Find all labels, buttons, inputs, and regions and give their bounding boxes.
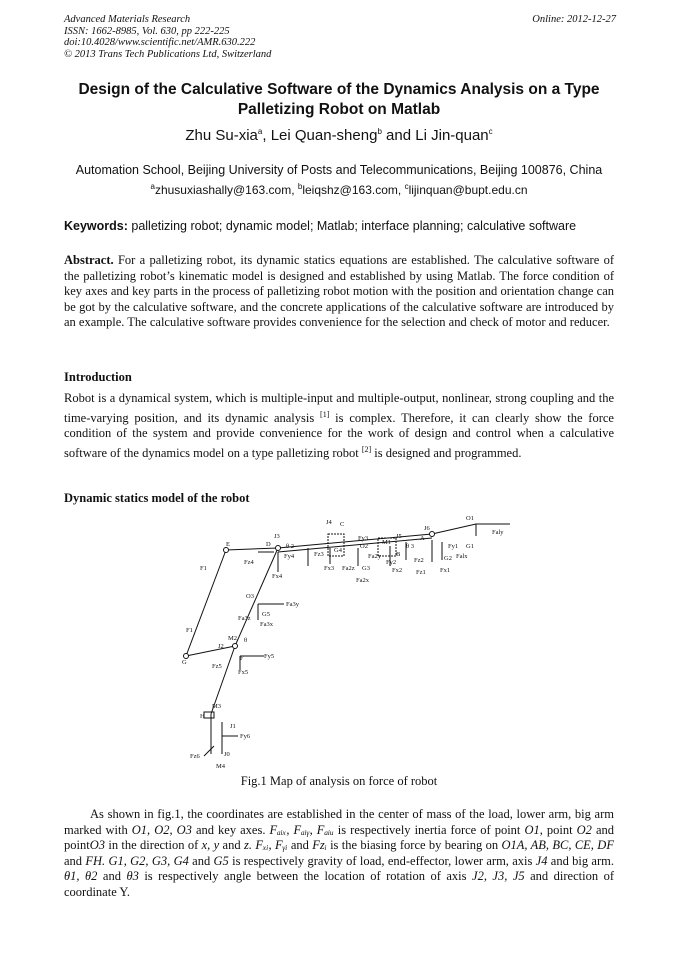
- journal-name: Advanced Materials Research: [64, 14, 191, 25]
- label-Fa3z: Fa3z: [238, 615, 251, 622]
- intro-text-1: Robot is a dynamical system, which is multiple-input and multiple-output, nonlinear, strong coupling and the time-varying position, and its dynamic analysis: [64, 391, 614, 425]
- label-Fy4: Fy4: [284, 553, 295, 560]
- label-Fz2: Fz2: [414, 557, 424, 564]
- body-v-FH: FH. G1, G2, G3, G4: [85, 853, 189, 868]
- label-Faly: Faly: [492, 529, 504, 536]
- body-v-seg1: O1A, AB, BC, CE, DF: [501, 838, 614, 853]
- body-s12: is respectively gravity of load, end-effector, lower arm, axis: [228, 853, 536, 868]
- label-Fx4: Fx4: [272, 573, 283, 580]
- body-v-xyz: x, y: [201, 838, 220, 853]
- body-s5: and point: [64, 822, 614, 853]
- body-v-O3: O3: [89, 838, 105, 853]
- body-s4: , point: [539, 822, 577, 837]
- label-Fy2: Fy2: [386, 559, 397, 566]
- body-s10: and: [64, 853, 86, 868]
- body-s1: As shown in fig.1, the coordinates are established in the center of mass of the load, lower arm, big arm marked with: [64, 807, 614, 837]
- label-F1-top: F1: [200, 565, 207, 572]
- intro-paragraph: [64, 391, 614, 462]
- label-H: H: [200, 713, 205, 720]
- label-D: D: [266, 541, 271, 548]
- figure-labels: [182, 515, 504, 770]
- email-2: leiqshz@163.com,: [302, 183, 405, 197]
- body-v-theta: θ1, θ2: [64, 869, 98, 884]
- online-date: Online: 2012-12-27: [532, 14, 616, 25]
- label-Fa3x: Fa3x: [260, 621, 273, 628]
- email-3-sup: c: [404, 182, 409, 191]
- label-theta3: θ 3: [406, 543, 414, 550]
- author-2: Lei Quan-sheng: [270, 127, 378, 144]
- keywords-text: palletizing robot; dynamic model; Matlab; interface planning; calculative software: [127, 219, 577, 233]
- body-v-J4: J4: [535, 853, 548, 868]
- journal-header: [64, 14, 271, 60]
- label-J5: J5: [396, 533, 402, 540]
- body-s2: and key axes.: [191, 822, 270, 837]
- body-s15: is respectively angle between the location of rotation of axis: [138, 869, 473, 884]
- body-paragraph: [64, 807, 614, 901]
- body-s16: and direction of coordinate Y.: [64, 869, 614, 899]
- base-bracket: [204, 712, 214, 718]
- link-DF: [235, 548, 278, 646]
- label-B: B: [396, 551, 401, 558]
- label-Fx1: Fx1: [440, 567, 451, 574]
- body-s6: in the direction of: [104, 838, 202, 853]
- journal-doi: doi:10.4028/www.scientific.net/AMR.630.222: [64, 37, 256, 48]
- label-Fy5: Fy5: [264, 653, 275, 660]
- email-3: lijinquan@bupt.edu.cn: [408, 183, 528, 197]
- label-G: G: [182, 659, 187, 666]
- label-G5: G5: [262, 611, 270, 618]
- author-3: Li Jin-quan: [415, 127, 489, 144]
- body-v-theta3: θ3: [126, 869, 139, 884]
- label-G3: G3: [362, 565, 370, 572]
- label-Fy6: Fy6: [240, 733, 251, 740]
- label-O2: O2: [360, 543, 368, 550]
- label-theta2: θ 2: [286, 543, 294, 550]
- intro-ref-2: [2]: [361, 444, 372, 454]
- body-v-J: J2, J3, J5: [472, 869, 525, 884]
- label-C: C: [340, 521, 345, 528]
- label-O1: O1: [466, 515, 474, 522]
- label-Fx2: Fx2: [392, 567, 403, 574]
- body-s3: is respectively inertia force of point: [333, 822, 525, 837]
- affiliation: Automation School, Beijing University of Posts and Telecommunications, Beijing 100876, China: [75, 163, 603, 177]
- joint-F: [233, 644, 238, 649]
- link-ED: [226, 548, 278, 550]
- label-Fz1: Fz1: [416, 569, 426, 576]
- label-J0: J0: [224, 751, 230, 758]
- journal-issn: ISSN: 1662-8985, Vol. 630, pp 222-225: [64, 25, 230, 37]
- email-2-sup: b: [297, 182, 303, 191]
- link-GF: [186, 646, 235, 656]
- label-J4: J4: [326, 519, 332, 526]
- joint-G: [184, 654, 189, 659]
- email-1: zhusuxiashally@163.com,: [154, 183, 298, 197]
- author-2-sup: b: [377, 127, 382, 136]
- label-J3: J3: [274, 533, 280, 540]
- body-v-O2: O2: [576, 822, 592, 837]
- intro-text-2: is complex. Therefore, it can clearly show the force condition of the system and provide convenience for the work of design and control when a calculative software of the dynamics model on a type palletizing robot: [64, 410, 614, 461]
- label-Fz5: Fz5: [212, 663, 222, 670]
- body-s8: and: [287, 838, 313, 853]
- label-Fa2y: Fa2y: [368, 553, 381, 560]
- link-AO1: [432, 524, 476, 534]
- body-v-z: z. Fₓᵢ, Fᵧᵢ: [243, 838, 288, 853]
- label-Fx5: Fx5: [238, 669, 249, 676]
- body-s11: and: [188, 853, 214, 868]
- body-s14: and: [97, 869, 127, 884]
- label-Fy1: Fy1: [448, 543, 459, 550]
- label-F1-bottom: F1: [186, 627, 193, 634]
- body-s7: and: [219, 838, 244, 853]
- journal-copyright: © 2013 Trans Tech Publications Ltd, Switzerland: [64, 48, 272, 60]
- intro-text-3: is designed and programmed.: [371, 446, 522, 461]
- abstract: [64, 253, 614, 331]
- body-v-Fzi: Fzᵢ: [312, 838, 327, 853]
- body-v-O1O2O3: O1, O2, O3: [131, 822, 192, 837]
- label-J2: J2: [218, 643, 224, 650]
- label-theta1: θ: [244, 637, 248, 644]
- abstract-label: Abstract.: [64, 253, 114, 267]
- label-A: A: [420, 535, 425, 542]
- label-E: E: [226, 541, 230, 548]
- label-M4: M4: [216, 763, 226, 770]
- label-M1: M1: [382, 539, 392, 546]
- author-sep-1: ,: [262, 127, 271, 144]
- email-1-sup: a: [150, 182, 155, 191]
- label-Fz4: Fz4: [244, 559, 254, 566]
- label-Fa2z: Fa2z: [342, 565, 355, 572]
- paper-title: [60, 80, 618, 120]
- label-J1: J1: [230, 723, 236, 730]
- label-F: F: [240, 655, 244, 662]
- joint-A: [430, 532, 435, 537]
- label-J6: J6: [424, 525, 430, 532]
- author-sep-2: and: [381, 127, 416, 144]
- joint-D: [276, 546, 281, 551]
- abstract-text: For a palletizing robot, its dynamic statics equations are established. The calculative software of the palletizing robot’s kinematic model is designed and established by using Matlab. The force condition of key axes and key parts in the process of palletizing robot motion with the position and orientation change can be got by the calculative software, and the concrete applications of the calculative software are introduced by an example. The calculative software provides convenience for the selection and check of motor and reducer.: [64, 253, 614, 330]
- label-Fz6: Fz6: [190, 753, 200, 760]
- robot-force-diagram: [180, 512, 520, 774]
- paper-title-line1: Design of the Calculative Software of the Dynamics Analysis on a Type: [78, 81, 600, 98]
- body-v-G5: G5: [213, 853, 229, 868]
- label-O3: O3: [246, 593, 254, 600]
- label-G4: G4: [334, 547, 342, 554]
- body-v-Fax: Fₐᵢₓ, Fₐᵢᵧ, Fₐᵢᵤ: [269, 822, 334, 837]
- paper-title-line2: Palletizing Robot on Matlab: [237, 101, 441, 118]
- intro-heading: Introduction: [64, 370, 132, 384]
- label-Fa3y: Fa3y: [286, 601, 299, 608]
- joint-E: [224, 548, 229, 553]
- author-1: Zhu Su-xia: [185, 127, 258, 144]
- author-list: [60, 127, 618, 144]
- label-G2: G2: [444, 555, 452, 562]
- author-emails: [60, 182, 618, 197]
- label-Fx3: Fx3: [324, 565, 335, 572]
- label-Fa2x: Fa2x: [356, 577, 369, 584]
- keywords-label: Keywords:: [64, 219, 128, 233]
- body-s9: is the biasing force by bearing on: [326, 838, 502, 853]
- label-M2: M2: [228, 635, 238, 642]
- intro-ref-1: [1]: [320, 409, 330, 419]
- figure-caption: Fig.1 Map of analysis on force of robot: [240, 774, 438, 788]
- author-3-sup: c: [488, 127, 493, 136]
- label-G1: G1: [466, 543, 474, 550]
- body-s13: and big arm.: [547, 853, 614, 868]
- author-1-sup: a: [257, 127, 263, 136]
- label-M3: M3: [212, 703, 222, 710]
- label-Fz3: Fz3: [314, 551, 324, 558]
- label-Falx: Falx: [456, 553, 468, 560]
- keywords: [64, 219, 616, 233]
- section2-heading: Dynamic statics model of the robot: [64, 491, 250, 505]
- label-Fy3: Fy3: [358, 535, 369, 542]
- body-v-O1: O1: [524, 822, 540, 837]
